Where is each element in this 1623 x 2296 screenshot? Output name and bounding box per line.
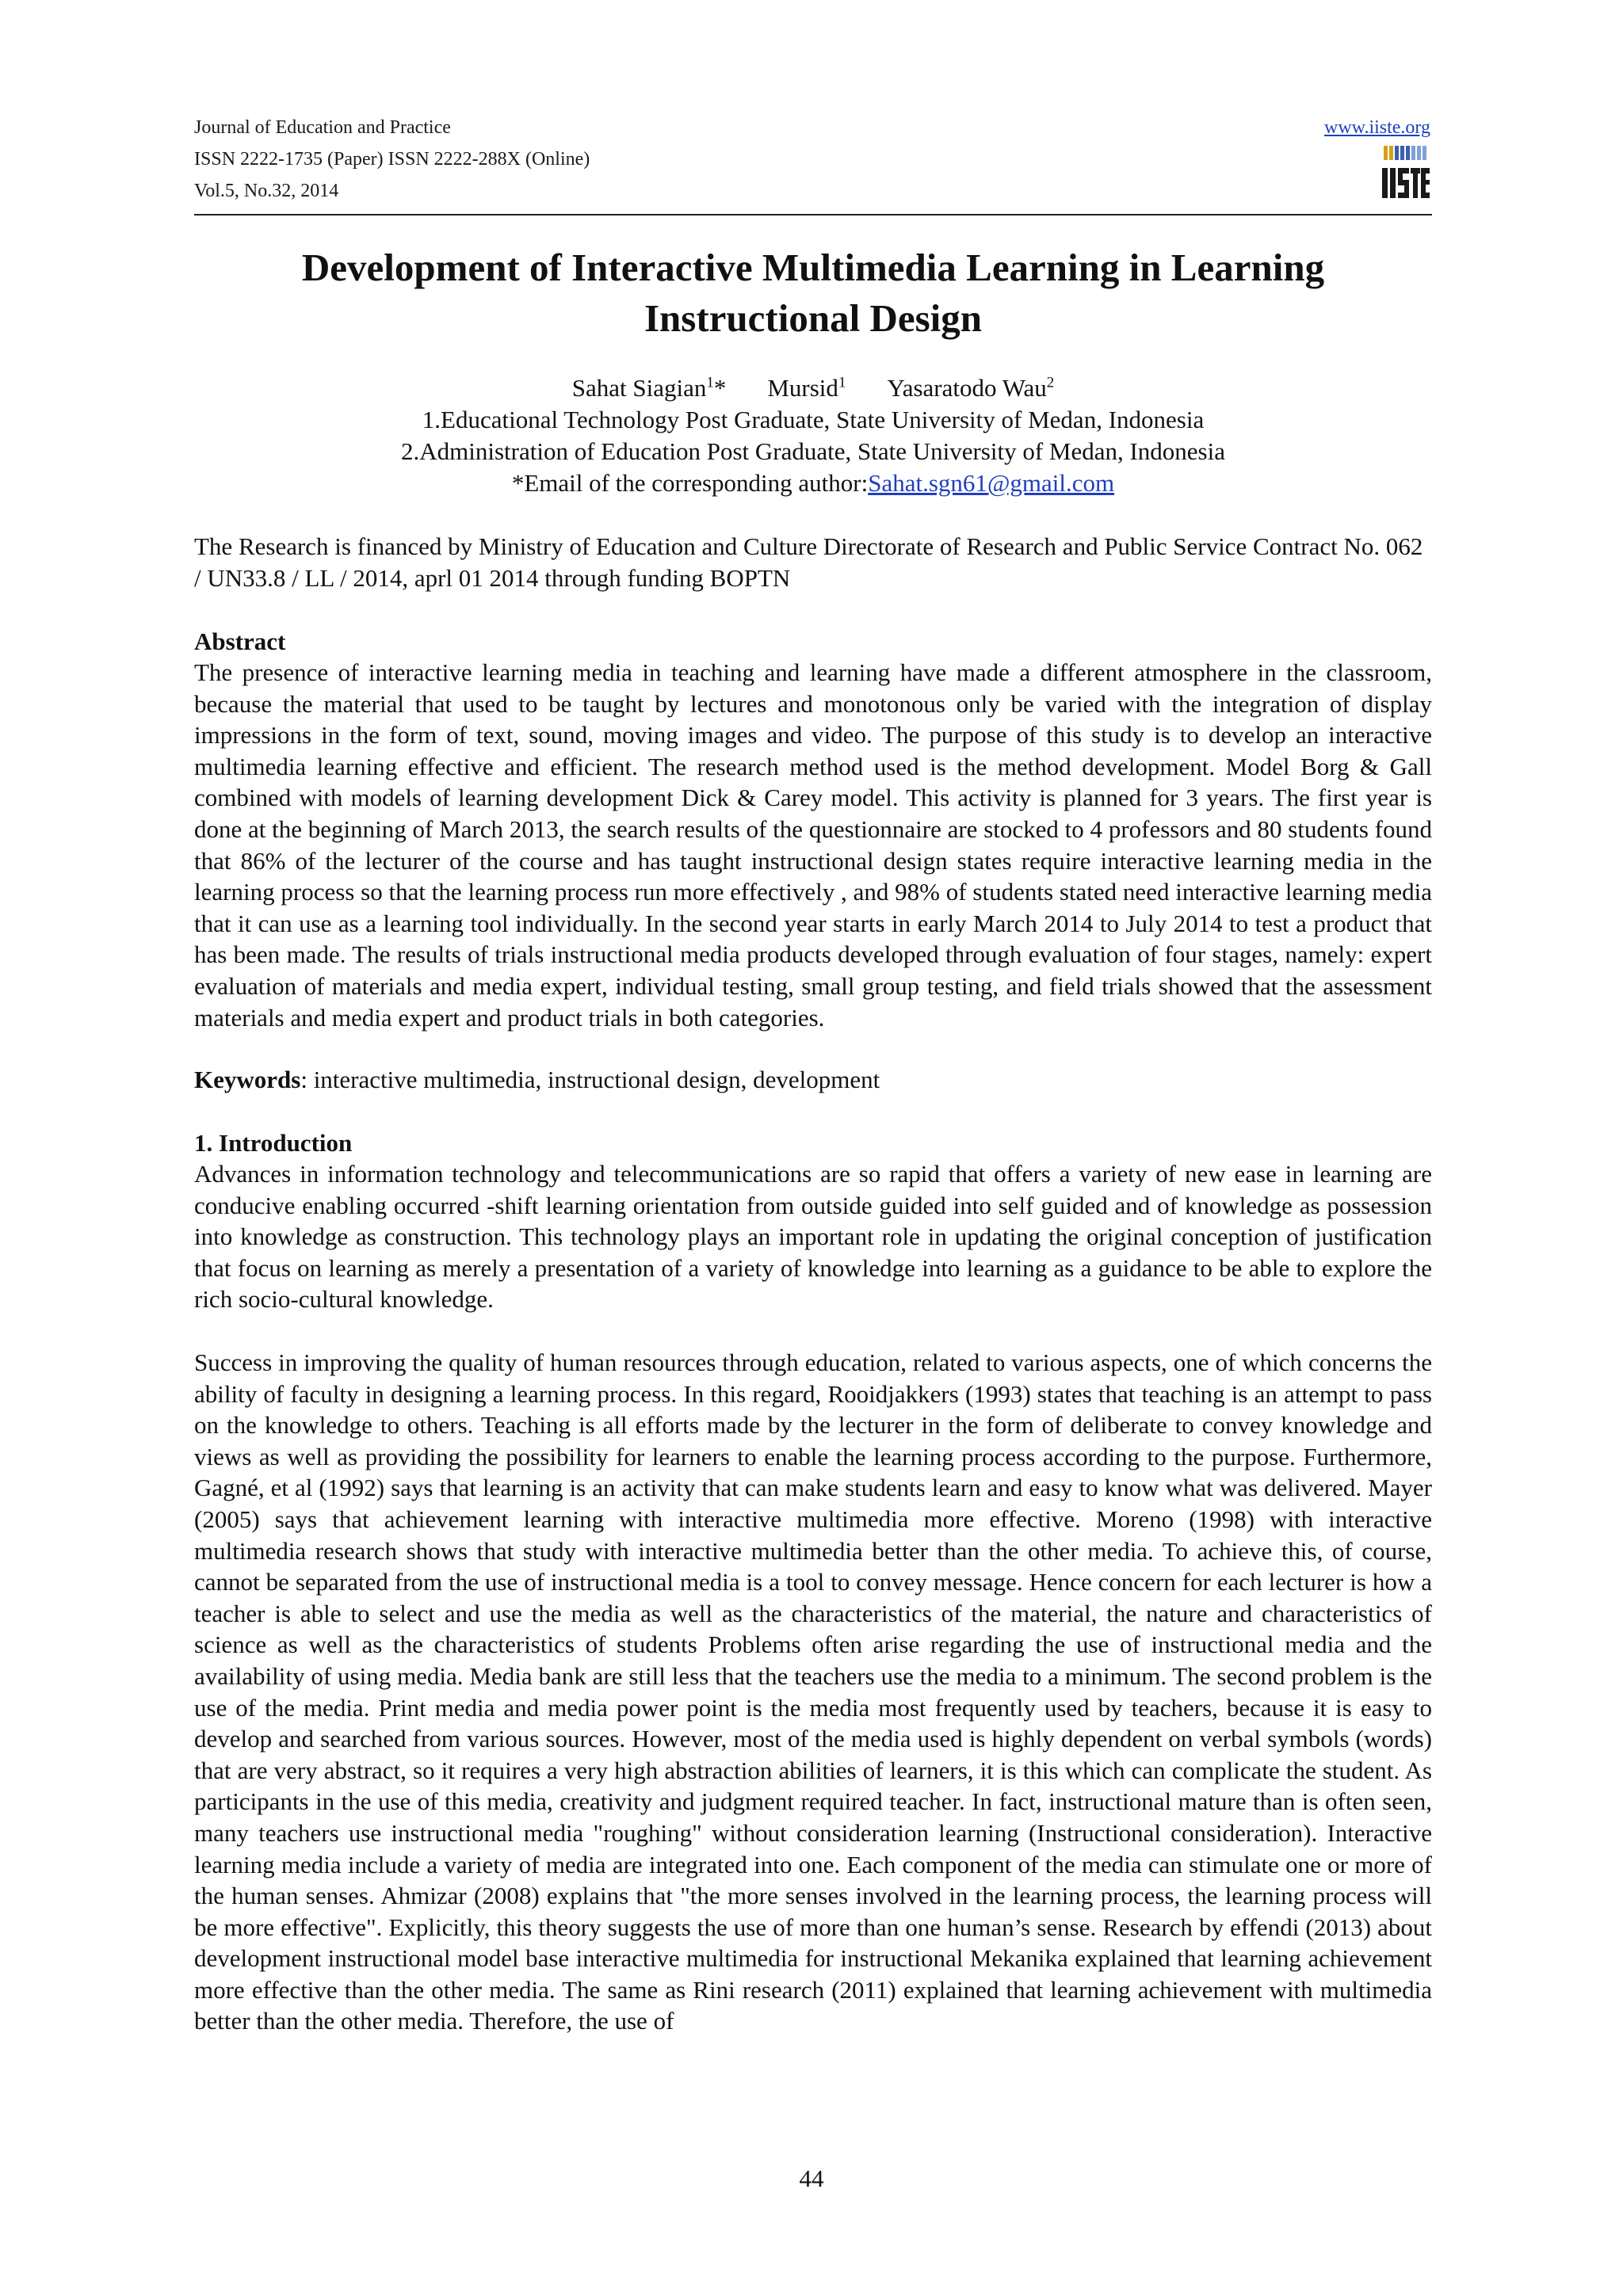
header-rule <box>194 214 1432 215</box>
abstract-text: The presence of interactive learning media in teaching and learning have made a different atmosphere in the classroom, because the material that used to be taught by lectures and monotonous only be varied with the integration of display impressions in the form of text, sound, moving images and video. The purpose of this study is to develop an interactive multimedia learning effective and efficient. The research method used is the method development. Model Borg & Gall combined with models of learning development Dick & Carey model. This activity is planned for 3 years. The first year is done at the beginning of March 2013, the search results of the questionnaire are stocked to 4 professors and 80 students found that 86% of the lecturer of the course and has taught instructional design states require interactive learning media in the learning process so that the learning process run more effectively , and 98% of students stated need interactive learning media that it can use as a learning tool individually. In the second year starts in early March 2014 to July 2014 to test a product that has been made. The results of trials instructional media products developed through evaluation of four stages, namely: expert evaluation of materials and media expert, individual testing, small group testing, and field trials showed that the assessment materials and media expert and product trials in both categories. <box>194 658 1432 1032</box>
author-affil-sup: 1 <box>838 374 846 391</box>
author-name: Sahat Siagian <box>571 374 707 402</box>
page-number: 44 <box>799 2164 824 2192</box>
keywords <box>194 1064 1432 1096</box>
keywords-list: : interactive multimedia, instructional design, development <box>300 1066 880 1093</box>
author-name: Yasaratodo Wau <box>887 374 1047 402</box>
abstract-heading: Abstract <box>194 627 286 655</box>
funding-statement: The Research is financed by Ministry of Education and Culture Directorate of Research and Public Service Contract No. 062 / UN33.8 / LL / 2014, aprl 01 2014 through funding BOPTN <box>194 532 1423 592</box>
author-affil-sup: 1 <box>706 374 714 391</box>
journal-volume: Vol.5, No.32, 2014 <box>194 181 339 201</box>
author-name: Mursid <box>767 374 838 402</box>
intro-paragraph-1: Advances in information technology and telecommunications are so rapid that offers a variety of new ease in learning are conducive enabling occurred -shift learning orientation from outside guided into self guided and of knowledge as possession into knowledge as construction. This technology plays an important role in updating the original conception of justification that focus on learning as merely a presentation of a variety of knowledge into learning as a guidance to be able to explore the rich socio-cultural knowledge. <box>194 1160 1432 1314</box>
journal-website-link[interactable]: www.iiste.org <box>1324 117 1430 138</box>
corresponding-mark: * <box>713 374 727 402</box>
iiste-logo-icon <box>1379 144 1431 203</box>
author-affil-sup: 2 <box>1046 374 1055 391</box>
journal-issn: ISSN 2222-1735 (Paper) ISSN 2222-288X (Online) <box>194 149 590 170</box>
title-line-1: Development of Interactive Multimedia Learning in Learning <box>301 246 1325 289</box>
title-line-2: Instructional Design <box>643 296 983 340</box>
section-heading: 1. Introduction <box>194 1129 353 1157</box>
paper-title <box>194 242 1432 344</box>
author-list <box>194 372 1432 404</box>
keywords-label: Keywords <box>194 1066 301 1093</box>
email-link[interactable]: Sahat.sgn61@gmail.com <box>868 469 1115 497</box>
affiliation-1: 1.Educational Technology Post Graduate, State University of Medan, Indonesia <box>422 406 1205 433</box>
journal-name: Journal of Education and Practice <box>194 117 451 138</box>
affiliation-2: 2.Administration of Education Post Graduate, State University of Medan, Indonesia <box>400 437 1225 465</box>
intro-paragraph-2: Success in improving the quality of human resources through education, related to various aspects, one of which concerns the ability of faculty in designing a learning process. In this regard, Rooidjakkers (1993) states that teaching is an attempt to pass on the knowledge to others. Teaching is all efforts made by the lecturer in the form of deliberate to convey knowledge and views as well as providing the possibility for learners to enable the learning process according to the purpose. Furthermore, Gagné, et al (1992) says that learning is an activity that can make students learn and easy to know what was delivered. Mayer (2005) says that achievement learning with interactive multimedia more effective. Moreno (1998) with interactive multimedia research shows that study with interactive multimedia better than the other media. To achieve this, of course, cannot be separated from the use of instructional media is a tool to convey message. Hence concern for each lecturer is how a teacher is able to select and use the media as well as the characteristics of the material, the nature and characteristics of science as well as the characteristics of students Problems often arise regarding the use of instructional media and the availability of using media. Media bank are still less that the teachers use the media to a minimum. The second problem is the use of the media. Print media and media power point is the media most frequently used by teachers, because it is easy to develop and searched from various sources. However, most of the media used is highly dependent on verbal symbols (words) that are very abstract, so it requires a very high abstraction abilities of learners, it is this which can complicate the student. As participants in the use of this media, creativity and judgment required teacher. In fact, instructional mature than is often seen, many teachers use instructional media "roughing" without consideration learning (Instructional consideration). Interactive learning media include a variety of media are integrated into one. Each component of the media can stimulate one or more of the human senses. Ahmizar (2008) explains that "the more senses involved in the learning process, the learning process will be more effective". Explicitly, this theory suggests the use of more than one human’s sense. Research by effendi (2013) about development instructional model base interactive multimedia for instructional Mekanika explained that learning achievement more effective than the other media. The same as Rini research (2011) explained that learning achievement with multimedia better than the other media. Therefore, the use of <box>194 1348 1432 2035</box>
email-label: *Email of the corresponding author: <box>511 469 869 497</box>
corresponding-email <box>194 467 1432 499</box>
